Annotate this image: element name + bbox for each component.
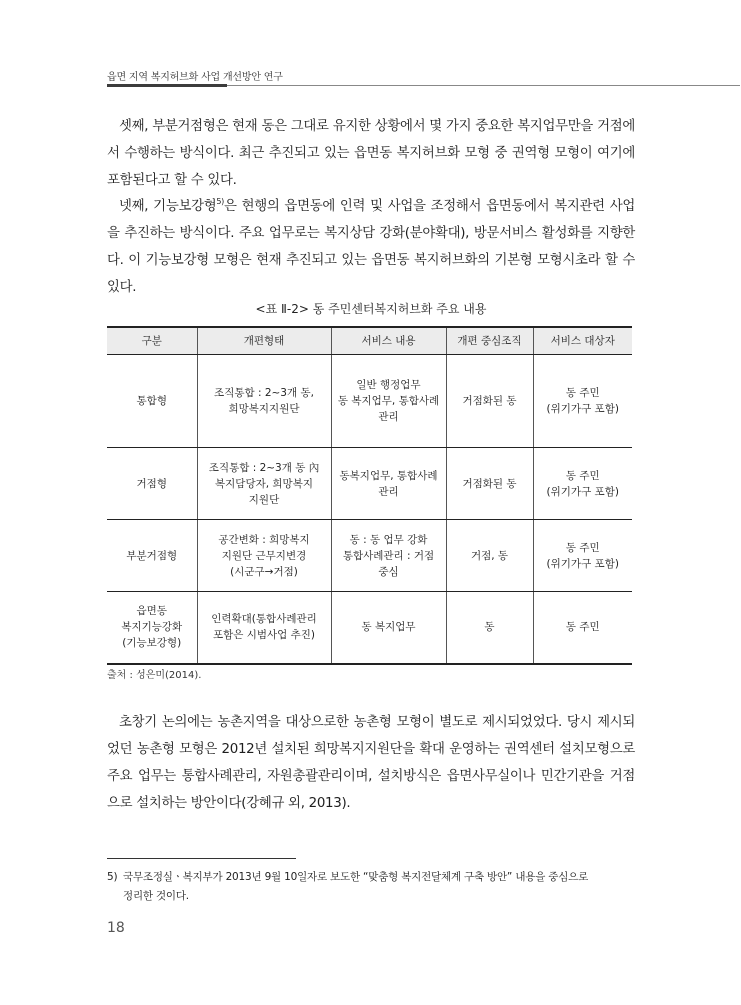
table-source: 출처 : 성은미(2014). [107, 670, 202, 681]
cell-type: 통합형 [107, 355, 197, 448]
cell-service: 일반 행정업무 동 복지업무, 통합사례 관리 [331, 355, 446, 448]
cell-org: 동 [446, 592, 533, 664]
cell-target: 동 주민 (위기가구 포함) [533, 520, 632, 592]
header-rule-thin [227, 85, 740, 86]
cell-type: 거점형 [107, 448, 197, 520]
table-row [107, 520, 632, 592]
table-header-row [107, 327, 632, 355]
table-row [107, 355, 632, 448]
table-row [107, 592, 632, 664]
footnote-rule [107, 858, 296, 859]
col-header-service: 서비스 내용 [331, 327, 446, 355]
footnote-line2: 정리한 것이다. [123, 890, 189, 902]
footnote [107, 868, 637, 906]
paragraph-text: 초창기 논의에는 농촌지역을 대상으로한 농촌형 모형이 별도로 제시되었었다. 당시 제시되었던 농촌형 모형은 2012년 설치된 희망복지지원단을 확대 운영하는 권역센터 설치모형으로 주요 업무는 통합사례관리, 자원총괄관리이며, 설치방식은 읍면사무실이나 민간기관을 거점으로 설치하는 방안이다(강혜규 외, 2013). [107, 715, 635, 811]
paragraph-third-type [107, 113, 635, 194]
footnote-number: 5) [107, 871, 118, 883]
col-header-type: 구분 [107, 327, 197, 355]
paragraph-text: 셋째, 부분거점형은 현재 동은 그대로 유지한 상황에서 몇 가지 중요한 복지업무만을 거점에서 수행하는 방식이다. 최근 추진되고 있는 읍면동 복지허브화 모형 중 권역형 모형이 여기에 포함된다고 할 수 있다. [107, 119, 635, 188]
paragraph-text-before: 넷째, 기능보강형 [119, 199, 217, 214]
paragraph-fourth-type [107, 193, 635, 301]
col-header-target: 서비스 대상자 [533, 327, 632, 355]
cell-service: 동복지업무, 통합사례 관리 [331, 448, 446, 520]
col-header-org: 개편 중심조직 [446, 327, 533, 355]
cell-form: 조직통합 : 2~3개 동 內 복지담당자, 희망복지 지원단 [197, 448, 331, 520]
cell-service: 동 : 동 업무 강화 통합사례관리 : 거점 중심 [331, 520, 446, 592]
cell-form: 공간변화 : 희망복지 지원단 근무지변경 (시군구→거점) [197, 520, 331, 592]
header-rule-thick [107, 84, 227, 87]
cell-type: 읍면동 복지기능강화 (기능보강형) [107, 592, 197, 664]
cell-form: 조직통합 : 2~3개 동, 희망복지지원단 [197, 355, 331, 448]
cell-org: 거점화된 동 [446, 448, 533, 520]
cell-org: 거점화된 동 [446, 355, 533, 448]
table-row [107, 448, 632, 520]
cell-service: 동 복지업무 [331, 592, 446, 664]
cell-target: 동 주민 [533, 592, 632, 664]
hub-model-table [107, 326, 632, 665]
footnote-line1: 국무조정실ㆍ복지부가 2013년 9월 10일자로 보도한 “맞춤형 복지전달체계 구축 방안” 내용을 중심으로 [123, 871, 589, 883]
page-number: 18 [107, 920, 125, 936]
cell-org: 거점, 동 [446, 520, 533, 592]
col-header-form: 개편형태 [197, 327, 331, 355]
paragraph-rural-model [107, 709, 635, 817]
cell-type: 부분거점형 [107, 520, 197, 592]
cell-form: 인력확대(통합사례관리 포함은 시범사업 추진) [197, 592, 331, 664]
paragraph-text-after: 은 현행의 읍면동에 인력 및 사업을 조정해서 읍면동에서 복지관련 사업을 추진하는 방식이다. 주요 업무로는 복지상담 강화(분야확대), 방문서비스 활성화를 지향한다. 이 기능보강형 모형은 현재 추진되고 있는 읍면동 복지허브화의 기본형 모형시초라 할 수 있다. [107, 199, 635, 295]
footnote-ref[interactable]: 5) [216, 196, 224, 206]
running-header: 읍면 지역 복지허브화 사업 개선방안 연구 [107, 72, 283, 83]
cell-target: 동 주민 (위기가구 포함) [533, 448, 632, 520]
cell-target: 동 주민 (위기가구 포함) [533, 355, 632, 448]
table-caption: <표 Ⅱ-2> 동 주민센터복지허브화 주요 내용 [255, 302, 487, 316]
